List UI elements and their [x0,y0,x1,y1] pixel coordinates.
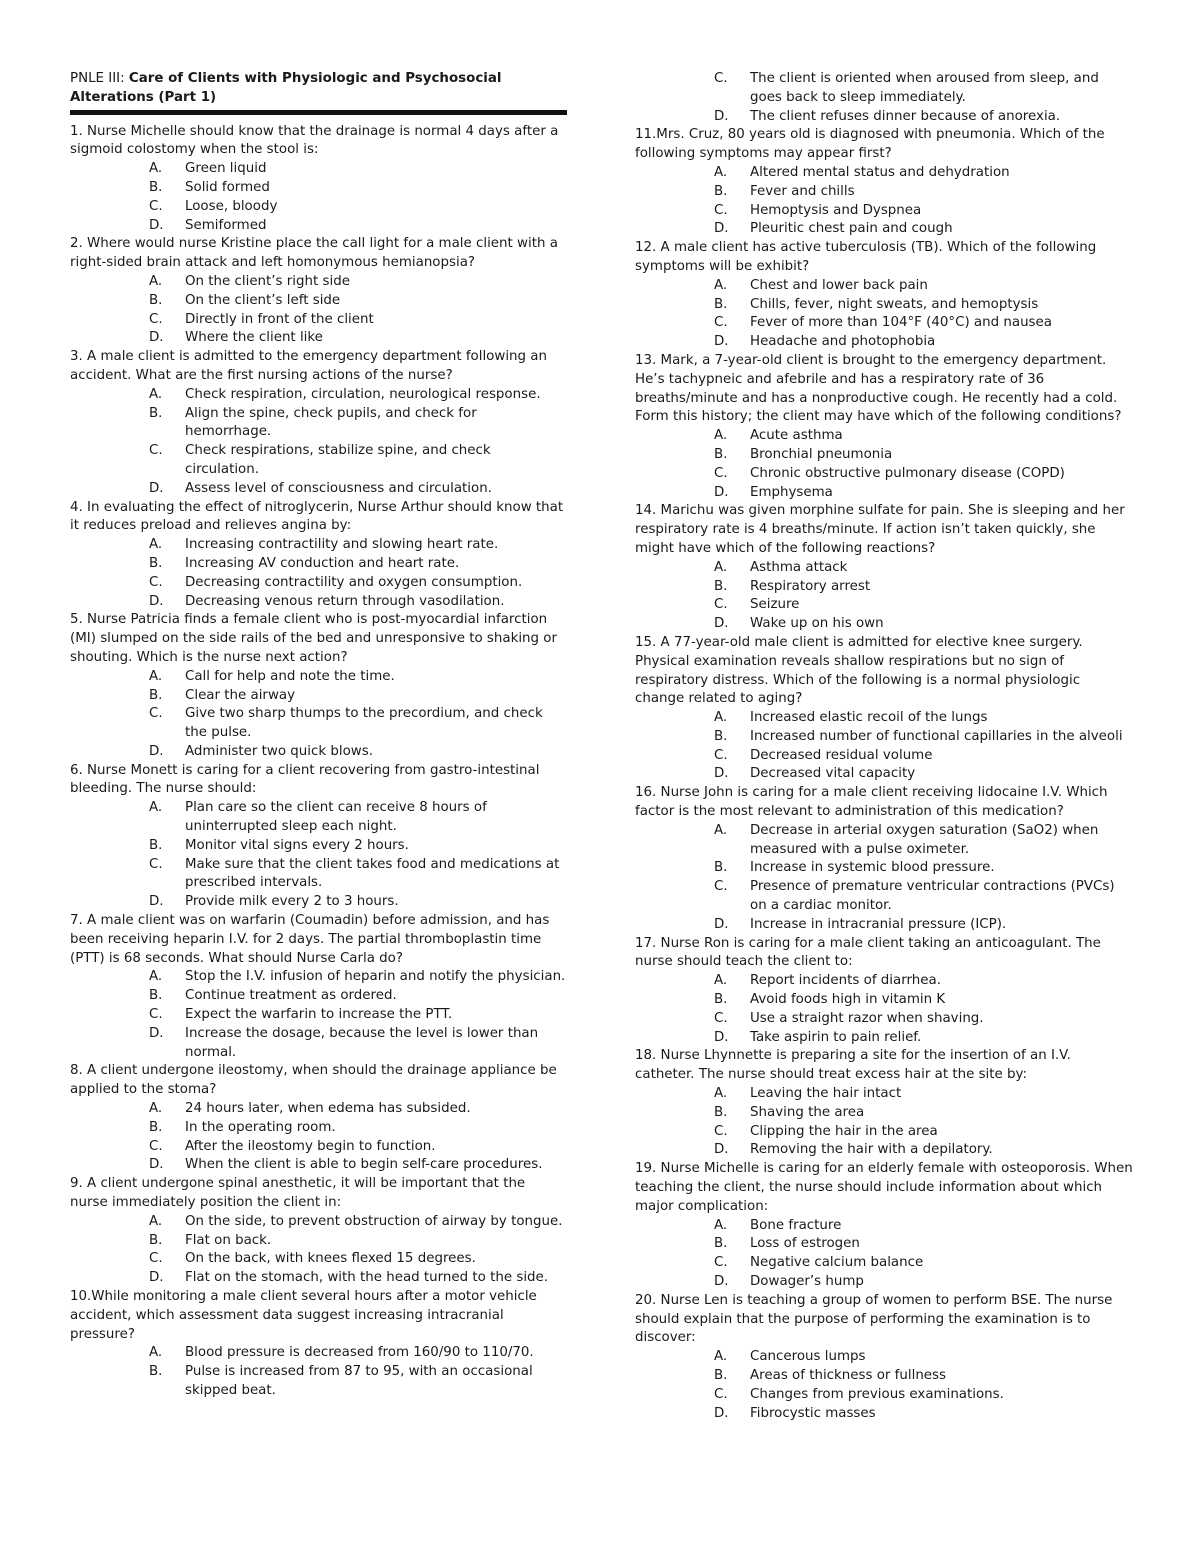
option-text: Use a straight razor when shaving. [750,1010,984,1026]
option-text: Green liquid [185,161,267,177]
option-letter: A. [714,428,728,444]
option-letter: A. [714,277,728,293]
option-text: Dowager’s hump [750,1274,864,1289]
option-letter: D. [149,1025,164,1041]
answer-option [70,987,567,1006]
option-text: Fever and chills [750,183,855,199]
answer-option [635,822,1133,860]
answer-option [635,747,1133,766]
option-text: On the back, with knees flexed 15 degrees. [185,1251,476,1267]
option-text: Check respirations, stabilize spine, and check circulation. [185,443,491,477]
option-letter: B. [149,405,163,421]
answer-option [70,1119,567,1138]
option-text: Wake up on his own [750,616,884,632]
option-letter: B. [714,728,728,744]
question-text: 4. In evaluating the effect of nitroglycerin, Nurse Arthur should know that it reduces preload and relieves angina by: [70,499,564,534]
option-text: Continue treatment as ordered. [185,988,397,1004]
answer-option [635,484,1133,503]
answer-option [635,70,1133,108]
answer-option [635,446,1133,465]
option-text: Clear the airway [185,687,296,703]
option-letter: C. [149,856,163,872]
question-item [70,762,567,912]
option-text: After the ileostomy begin to function. [185,1138,436,1154]
answer-option [635,108,1133,127]
answer-option [635,765,1133,784]
question-text: 9. A client undergone spinal anesthetic, it will be important that the nurse immediately position the client in: [70,1176,526,1211]
answer-option [635,991,1133,1010]
option-letter: A. [149,161,163,177]
answer-option [70,480,567,499]
question-item [635,1160,1133,1292]
option-letter: B. [149,1232,163,1248]
question-text: 20. Nurse Len is teaching a group of women to perform BSE. The nurse should explain that the purpose of performing the examination is to discover: [635,1292,1113,1346]
option-letter: D. [149,330,164,346]
option-text: Provide milk every 2 to 3 hours. [185,894,399,910]
option-text: On the client’s left side [185,292,341,308]
answer-option [70,1250,567,1269]
question-item [635,502,1133,634]
answer-option [70,1006,567,1025]
answer-option [635,1104,1133,1123]
answer-option [635,559,1133,578]
answer-option [70,536,567,555]
answer-option [635,1217,1133,1236]
option-letter: C. [714,1123,728,1139]
question-text: 12. A male client has active tuberculosis (TB). Which of the following symptoms will be exhibit? [635,240,1097,274]
option-text: Flat on back. [185,1232,272,1248]
question-text: 6. Nurse Monett is caring for a client recovering from gastro-intestinal bleeding. The nurse should: [70,762,540,797]
option-letter: A. [149,800,163,816]
option-letter: D. [714,1405,729,1421]
option-text: When the client is able to begin self-care procedures. [185,1157,543,1173]
question-item [70,348,567,498]
question-text: 3. A male client is admitted to the emergency department following an accident. What are the first nursing actions of the nurse? [70,349,547,383]
question-item [70,611,567,761]
answer-option [70,1363,567,1401]
answer-option [635,615,1133,634]
answer-option [635,1273,1133,1292]
option-letter: C. [149,1138,163,1154]
answer-option [70,555,567,574]
answer-option [635,709,1133,728]
question-item [70,912,567,1062]
option-text: Decreasing contractility and oxygen consumption. [185,574,523,590]
title-bold: Care of Clients with Physiologic and Psychosocial [128,71,502,86]
option-text: Bone fracture [750,1217,842,1233]
option-text: Plan care so the client can receive 8 hours of uninterrupted sleep each night. [185,800,487,835]
answer-option [70,311,567,330]
answer-option [70,386,567,405]
option-text: Blood pressure is decreased from 160/90 to 110/70. [185,1345,534,1361]
option-text: Fibrocystic masses [750,1405,876,1421]
option-text: Changes from previous examinations. [750,1386,1004,1402]
question-item [635,634,1133,784]
right-column [635,70,1133,1423]
option-letter: D. [714,766,729,782]
option-text: Decreased vital capacity [750,766,916,782]
option-letter: A. [149,386,163,402]
option-letter: C. [149,1251,163,1267]
answer-option [635,277,1133,296]
option-text: Leaving the hair intact [750,1086,902,1102]
option-text: Align the spine, check pupils, and check for hemorrhage. [185,405,477,440]
answer-option [635,859,1133,878]
option-letter: C. [149,1007,163,1023]
option-letter: A. [714,1349,728,1365]
option-text: The client refuses dinner because of anorexia. [750,108,1061,124]
option-letter: A. [714,710,728,726]
option-letter: B. [149,292,163,308]
option-text: Expect the warfarin to increase the PTT. [185,1007,453,1023]
option-text: On the side, to prevent obstruction of airway by tongue. [185,1213,563,1229]
title-prefix: PNLE III: [70,71,129,86]
option-letter: D. [149,1157,164,1173]
question-text: 18. Nurse Lhynnette is preparing a site for the insertion of an I.V. catheter. The nurse should treat excess hair at the site by: [635,1048,1071,1083]
option-text: Decreased residual volume [750,747,933,763]
answer-option [70,198,567,217]
option-text: Assess level of consciousness and circulation. [185,480,492,496]
option-letter: D. [714,916,729,932]
answer-option [635,972,1133,991]
option-letter: B. [149,555,163,571]
option-letter: A. [714,559,728,575]
answer-option [635,183,1133,202]
option-letter: B. [149,988,163,1004]
option-text: Presence of premature ventricular contractions (PVCs) on a cardiac monitor. [750,879,1115,914]
option-text: Increase in systemic blood pressure. [750,860,995,876]
option-letter: D. [714,484,729,500]
answer-option [635,1010,1133,1029]
answer-option [635,296,1133,315]
answer-option [70,1213,567,1232]
option-letter: B. [149,687,163,703]
option-text: 24 hours later, when edema has subsided. [185,1101,471,1117]
option-text: Make sure that the client takes food and medications at prescribed intervals. [185,856,560,891]
option-letter: C. [714,315,728,331]
question-item [635,1292,1133,1424]
answer-option [70,1232,567,1251]
option-text: Fever of more than 104°F (40°C) and nausea [750,315,1052,331]
option-letter: B. [714,578,728,594]
answer-option [70,968,567,987]
option-text: Monitor vital signs every 2 hours. [185,837,409,853]
answer-option [70,893,567,912]
option-text: Administer two quick blows. [185,743,373,759]
answer-option [635,220,1133,239]
answer-option [70,405,567,443]
option-text: Avoid foods high in vitamin K [750,992,946,1008]
option-letter: D. [714,1274,729,1289]
option-text: Removing the hair with a depilatory. [750,1142,993,1158]
option-text: Altered mental status and dehydration [750,164,1010,180]
answer-option [70,179,567,198]
answer-option [635,202,1133,221]
question-text: 8. A client undergone ileostomy, when should the drainage appliance be applied to the stoma? [70,1063,557,1098]
option-letter: B. [149,1119,163,1135]
option-letter: A. [149,1345,163,1361]
option-text: Give two sharp thumps to the precordium, and check the pulse. [185,706,543,741]
question-text: 15. A 77-year-old male client is admitted for elective knee surgery. Physical examination reveals shallow respirations but no sign of respiratory distress. Which of the following is a normal physiologic change related to aging? [635,634,1083,707]
option-letter: D. [149,593,164,609]
option-text: Areas of thickness or fullness [750,1367,946,1383]
option-letter: C. [714,71,728,86]
question-item [635,784,1133,934]
answer-option [635,1348,1133,1367]
answer-option [70,160,567,179]
option-letter: B. [714,860,728,876]
option-text: Report incidents of diarrhea. [750,973,941,989]
question-item [635,1047,1133,1160]
answer-option [635,1123,1133,1142]
option-text: Increasing AV conduction and heart rate. [185,555,460,571]
answer-option [635,465,1133,484]
answer-option [70,687,567,706]
answer-option [635,1405,1133,1424]
answer-option [635,1141,1133,1160]
option-letter: C. [714,879,728,895]
option-letter: C. [149,706,163,722]
answer-option [70,1269,567,1288]
option-letter: B. [714,1236,728,1252]
title-divider [70,110,567,115]
option-letter: D. [714,616,729,632]
option-letter: C. [149,443,163,459]
question-item [70,235,567,348]
option-letter: C. [714,202,728,218]
option-text: The client is oriented when aroused from sleep, and goes back to sleep immediately. [750,71,1099,105]
answer-option [635,878,1133,916]
option-letter: C. [149,574,163,590]
title-line2: Alterations (Part 1) [70,89,217,105]
option-letter: B. [714,446,728,462]
option-text: Bronchial pneumonia [750,446,893,462]
question-text: 1. Nurse Michelle should know that the drainage is normal 4 days after a sigmoid colostomy when the stool is: [70,123,559,158]
answer-option [70,273,567,292]
question-text: 5. Nurse Patricia finds a female client who is post-myocardial infarction (MI) slumped on the side rails of the bed and unresponsive to shaking or shouting. Which is the nurse next action? [70,612,557,665]
answer-option [635,916,1133,935]
option-text: Chest and lower back pain [750,277,928,293]
option-text: Take aspirin to pain relief. [750,1029,922,1045]
answer-option [70,329,567,348]
answer-option [635,333,1133,352]
answer-option [70,668,567,687]
question-item [70,499,567,612]
option-letter: A. [714,822,728,838]
option-letter: B. [714,183,728,199]
answer-option [70,1138,567,1157]
question-item [70,123,567,236]
option-letter: B. [714,1104,728,1120]
option-letter: A. [149,537,163,553]
answer-option [70,1344,567,1363]
question-item [635,352,1133,502]
option-text: Pleuritic chest pain and cough [750,221,953,237]
option-letter: D. [149,894,164,910]
option-letter: A. [149,668,163,684]
answer-option [635,1085,1133,1104]
answer-option [635,1235,1133,1254]
option-text: Shaving the area [750,1104,865,1120]
option-letter: D. [714,1029,729,1045]
option-text: Chronic obstructive pulmonary disease (COPD) [750,465,1065,481]
option-text: Chills, fever, night sweats, and hemoptysis [750,296,1039,312]
option-text: Acute asthma [750,428,843,444]
option-text: Increased elastic recoil of the lungs [750,710,988,726]
option-text: Increasing contractility and slowing heart rate. [185,537,499,553]
answer-option [635,1367,1133,1386]
question-item [70,1175,567,1288]
answer-option [635,314,1133,333]
option-letter: C. [714,465,728,481]
option-text: Increased number of functional capillaries in the alveoli [750,728,1123,744]
answer-option [70,1100,567,1119]
option-letter: A. [149,273,163,289]
option-letter: A. [149,969,163,985]
answer-option [635,1029,1133,1048]
option-letter: C. [714,597,728,613]
option-text: On the client’s right side [185,273,350,289]
question-text: 7. A male client was on warfarin (Coumadin) before admission, and has been receiving heparin I.V. for 2 days. The partial thromboplastin time (PTT) is 68 seconds. What should Nurse Carla do? [70,913,550,966]
answer-option [70,217,567,236]
option-text: Loose, bloody [185,198,278,214]
answer-option [70,593,567,612]
option-text: Seizure [750,597,800,613]
option-text: Headache and photophobia [750,334,936,350]
option-text: Respiratory arrest [750,578,871,594]
option-text: Directly in front of the client [185,311,374,327]
answer-option [70,743,567,762]
option-text: Hemoptysis and Dyspnea [750,202,922,218]
option-text: Asthma attack [750,559,848,575]
option-letter: D. [714,1142,729,1158]
option-text: Loss of estrogen [750,1236,860,1252]
question-item [70,1062,567,1175]
option-text: Stop the I.V. infusion of heparin and notify the physician. [185,969,566,985]
question-text: 16. Nurse John is caring for a male client receiving lidocaine I.V. Which factor is the most relevant to administration of this medication? [635,785,1108,820]
option-text: Negative calcium balance [750,1255,924,1271]
answer-option [635,427,1133,446]
answer-option [70,292,567,311]
option-text: Where the client like [185,330,323,346]
answer-option [70,574,567,593]
answer-option [635,578,1133,597]
question-item [635,239,1133,352]
option-text: Emphysema [750,484,833,500]
answer-option [635,164,1133,183]
answer-option [70,837,567,856]
option-letter: D. [149,480,164,496]
option-letter: D. [714,108,729,124]
option-letter: D. [714,221,729,237]
option-text: Solid formed [185,179,270,195]
answer-option [70,856,567,894]
option-letter: C. [714,747,728,763]
question-text: 14. Marichu was given morphine sulfate for pain. She is sleeping and her respiratory rate is 4 breaths/minute. If action isn’t taken quickly, she might have which of the following reactions? [635,503,1125,556]
option-text: Semiformed [185,217,267,233]
option-letter: A. [714,973,728,989]
option-letter: A. [714,1217,728,1233]
option-letter: A. [714,164,728,180]
answer-option [635,1386,1133,1405]
option-letter: C. [149,198,163,214]
option-letter: B. [149,179,163,195]
question-item [70,1288,567,1401]
option-letter: C. [714,1386,728,1402]
option-letter: C. [149,311,163,327]
option-text: Cancerous lumps [750,1349,866,1365]
question-text: 19. Nurse Michelle is caring for an elderly female with osteoporosis. When teaching the client, the nurse should include information about which major complication: [635,1161,1133,1214]
option-text: Clipping the hair in the area [750,1123,938,1139]
option-letter: B. [714,296,728,312]
option-letter: C. [714,1255,728,1271]
option-text: Flat on the stomach, with the head turned to the side. [185,1270,549,1286]
document-title [70,70,567,108]
answer-option [635,1254,1133,1273]
option-text: Increase in intracranial pressure (ICP). [750,916,1007,932]
option-text: Increase the dosage, because the level is lower than normal. [185,1025,539,1060]
question-text: 17. Nurse Ron is caring for a male client taking an anticoagulant. The nurse should teach the client to: [635,935,1101,970]
option-letter: B. [714,992,728,1008]
question-item [635,935,1133,1048]
question-item [635,126,1133,239]
option-letter: A. [149,1213,163,1229]
option-letter: A. [149,1101,163,1117]
option-letter: B. [714,1367,728,1383]
answer-option [70,1025,567,1063]
option-text: Pulse is increased from 87 to 95, with an occasional skipped beat. [185,1364,533,1398]
answer-option [635,728,1133,747]
option-letter: D. [149,217,164,233]
answer-option [70,799,567,837]
question-item [635,70,1133,126]
left-question-list [70,123,567,1401]
option-letter: D. [714,334,729,350]
option-text: Decrease in arterial oxygen saturation (SaO2) when measured with a pulse oximeter. [750,822,1099,857]
option-text: Call for help and note the time. [185,668,395,684]
option-letter: B. [149,837,163,853]
option-letter: B. [149,1364,163,1380]
question-text: 10.While monitoring a male client several hours after a motor vehicle accident, which assessment data suggest increasing intracranial pressure? [70,1289,537,1342]
question-text: 2. Where would nurse Kristine place the call light for a male client with a right-sided brain attack and left homonymous hemianopsia? [70,236,558,271]
option-letter: D. [149,1270,164,1286]
option-letter: C. [714,1010,728,1026]
option-letter: A. [714,1086,728,1102]
option-letter: D. [149,743,164,759]
answer-option [70,442,567,480]
option-text: Decreasing venous return through vasodilation. [185,593,505,609]
option-text: In the operating room. [185,1119,336,1135]
question-text: 13. Mark, a 7-year-old client is brought to the emergency department. He’s tachypneic and afebrile and has a respiratory rate of 36 breaths/minute and has a nonproductive cough. He recently had a cold. Form this history; the client may have which of the following conditions? [635,352,1122,425]
option-text: Check respiration, circulation, neurological response. [185,386,541,402]
answer-option [70,705,567,743]
answer-option [635,596,1133,615]
right-question-list [635,70,1133,1423]
question-text: 11.Mrs. Cruz, 80 years old is diagnosed with pneumonia. Which of the following symptoms may appear first? [635,127,1105,162]
answer-option [70,1156,567,1175]
left-column [70,70,567,1401]
